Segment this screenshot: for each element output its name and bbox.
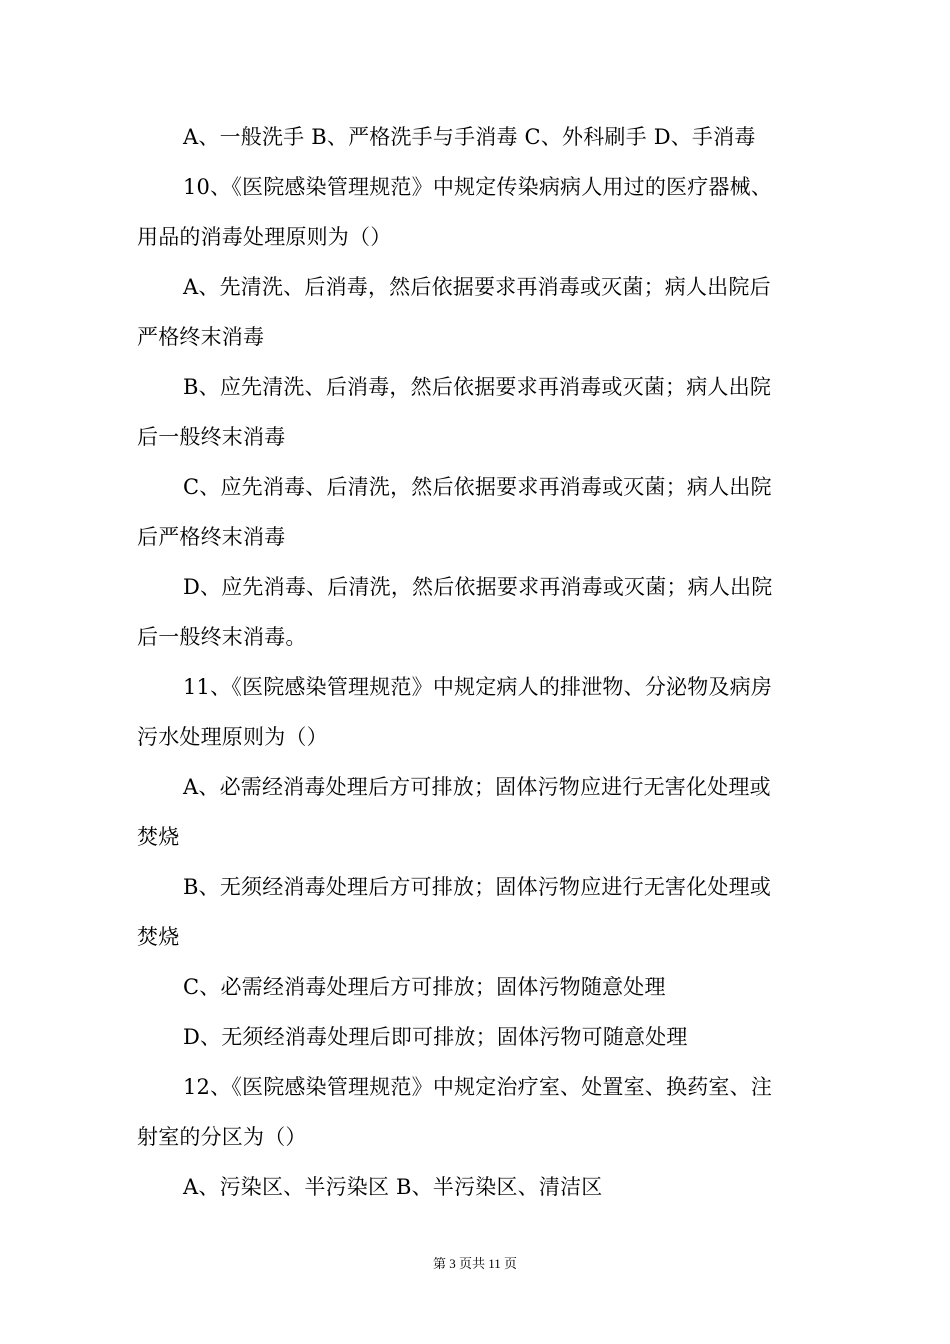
- question-line-cont: 用品的消毒处理原则为（）: [137, 225, 392, 249]
- option-line: B、无须经消毒处理后方可排放；固体污物应进行无害化处理或: [183, 875, 772, 899]
- question-line-cont: 污水处理原则为（）: [137, 725, 328, 749]
- option-line-cont: 后一般终末消毒: [137, 425, 286, 449]
- option-line: B、应先清洗、后消毒，然后依据要求再消毒或灭菌；病人出院: [183, 375, 772, 399]
- question-line: 10、《医院感染管理规范》中规定传染病病人用过的医疗器械、: [183, 175, 773, 199]
- option-line-cont: 焚烧: [137, 825, 180, 849]
- option-line: A、污染区、半污染区 B、半污染区、清洁区: [183, 1175, 603, 1199]
- option-line: C、必需经消毒处理后方可排放；固体污物随意处理: [183, 975, 666, 999]
- question-line-cont: 射室的分区为（）: [137, 1125, 307, 1149]
- option-line: D、无须经消毒处理后即可排放；固体污物可随意处理: [183, 1025, 688, 1049]
- option-line: A、一般洗手 B、严格洗手与手消毒 C、外科刷手 D、手消毒: [183, 125, 756, 149]
- option-line-cont: 严格终末消毒: [137, 325, 265, 349]
- option-line: A、先清洗、后消毒，然后依据要求再消毒或灭菌；病人出院后: [183, 275, 771, 299]
- question-line: 11、《医院感染管理规范》中规定病人的排泄物、分泌物及病房: [183, 675, 773, 699]
- option-line: C、应先消毒、后清洗，然后依据要求再消毒或灭菌；病人出院: [183, 475, 772, 499]
- option-line: A、必需经消毒处理后方可排放；固体污物应进行无害化处理或: [183, 775, 771, 799]
- question-line: 12、《医院感染管理规范》中规定治疗室、处置室、换药室、注: [183, 1075, 773, 1099]
- option-line-cont: 焚烧: [137, 925, 180, 949]
- page-number-footer: 第 3 页共 11 页: [432, 1256, 518, 1271]
- option-line: D、应先消毒、后清洗，然后依据要求再消毒或灭菌；病人出院: [183, 575, 773, 599]
- option-line-cont: 后严格终末消毒: [137, 525, 286, 549]
- option-line-cont: 后一般终末消毒。: [137, 625, 307, 649]
